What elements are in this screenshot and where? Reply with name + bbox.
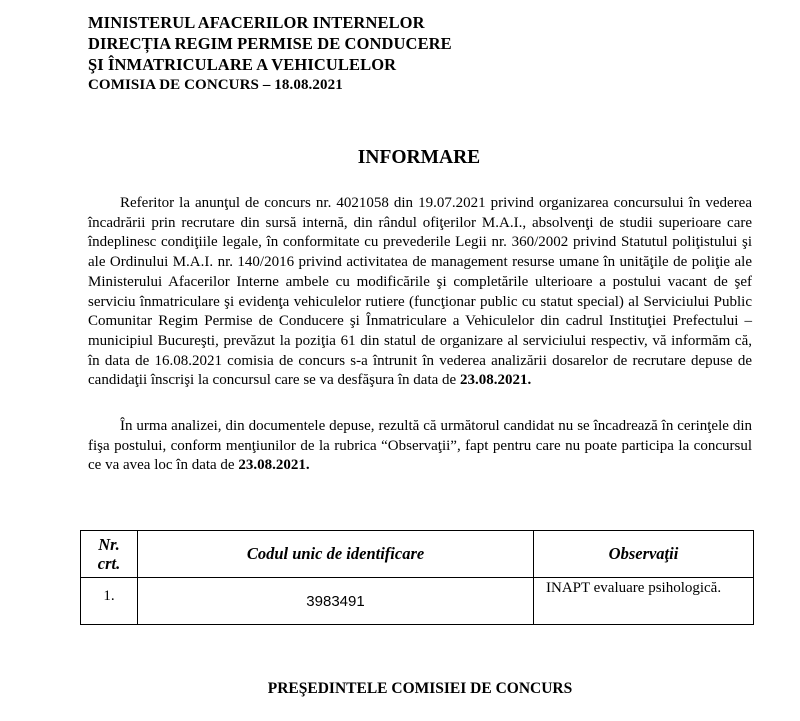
row-observation: INAPT evaluare psihologică. xyxy=(534,578,754,625)
paragraph-analysis-text: În urma analizei, din documentele depuse, rezultă că următorul candidat nu se încadrează în cerinţele din fişa postului, conform menţiunilor de la rubrica “Observaţii”, fapt pentru care nu poate participa la concursul ce va avea loc în data de xyxy=(88,418,752,474)
row-nr: 1. xyxy=(81,578,138,625)
header-code: Codul unic de identificare xyxy=(138,531,534,578)
header-nr-label: Nr. xyxy=(98,535,120,554)
header-directorate-cont: ŞI ÎNMATRICULARE A VEHICULELOR xyxy=(88,55,397,74)
header-nr-crt xyxy=(81,531,138,578)
header-ministry: MINISTERUL AFACERILOR INTERNELOR xyxy=(88,13,425,32)
document-header xyxy=(88,12,452,96)
document-title: INFORMARE xyxy=(357,147,481,168)
header-directorate: DIRECȚIA REGIM PERMISE DE CONDUCERE xyxy=(88,34,452,53)
table-row xyxy=(81,578,754,625)
signature-title: PREŞEDINTELE COMISIEI DE CONCURS xyxy=(267,680,573,697)
paragraph-reference-text: Referitor la anunţul de concurs nr. 4021058 din 19.07.2021 privind organizarea concursului în vederea încadrării prin recrutare din sursă internă, din rândul ofiţerilor M.A.I., absolvenţi de studii superioare care îndeplinesc condiţiile legale, în conformitate cu prevederile Legii nr. 360/2002 privind Statutul poliţistului şi ale Ordinului M.A.I. nr. 140/2016 privind activitatea de management resurse umane în unităţile de poliţie ale Ministerului Afacerilor Interne ambele cu modificările şi completările ulterioare a postului vacant de şef serviciu înmatriculare şi evidenţa vehiculelor rutiere (funcţionar public cu statut special) al Serviciului Public Comunitar Regim Permise de Conducere şi Înmatriculare a Vehiculelor din cadrul Instituţiei Prefectului – municipiul Bucureşti, prevăzut la poziţia 61 din statul de organizare al serviciului respectiv, vă informăm că, în data de 16.08.2021 comisia de concurs s-a întrunit în vederea analizării dosarelor de recrutare depuse de candidaţii înscrişi la concursul care se va desfăşura în data de xyxy=(88,195,752,389)
paragraph-reference xyxy=(88,194,752,391)
table-header-row xyxy=(81,531,754,578)
header-crt-label: crt. xyxy=(97,554,121,573)
paragraph-analysis xyxy=(88,417,752,476)
paragraph-analysis-date: 23.08.2021. xyxy=(238,457,310,474)
row-code: 3983491 xyxy=(138,578,534,625)
header-observations: Observaţii xyxy=(534,531,754,578)
header-commission: COMISIA DE CONCURS – 18.08.2021 xyxy=(88,77,343,93)
candidates-table xyxy=(80,530,754,625)
paragraph-reference-date: 23.08.2021. xyxy=(459,372,532,389)
